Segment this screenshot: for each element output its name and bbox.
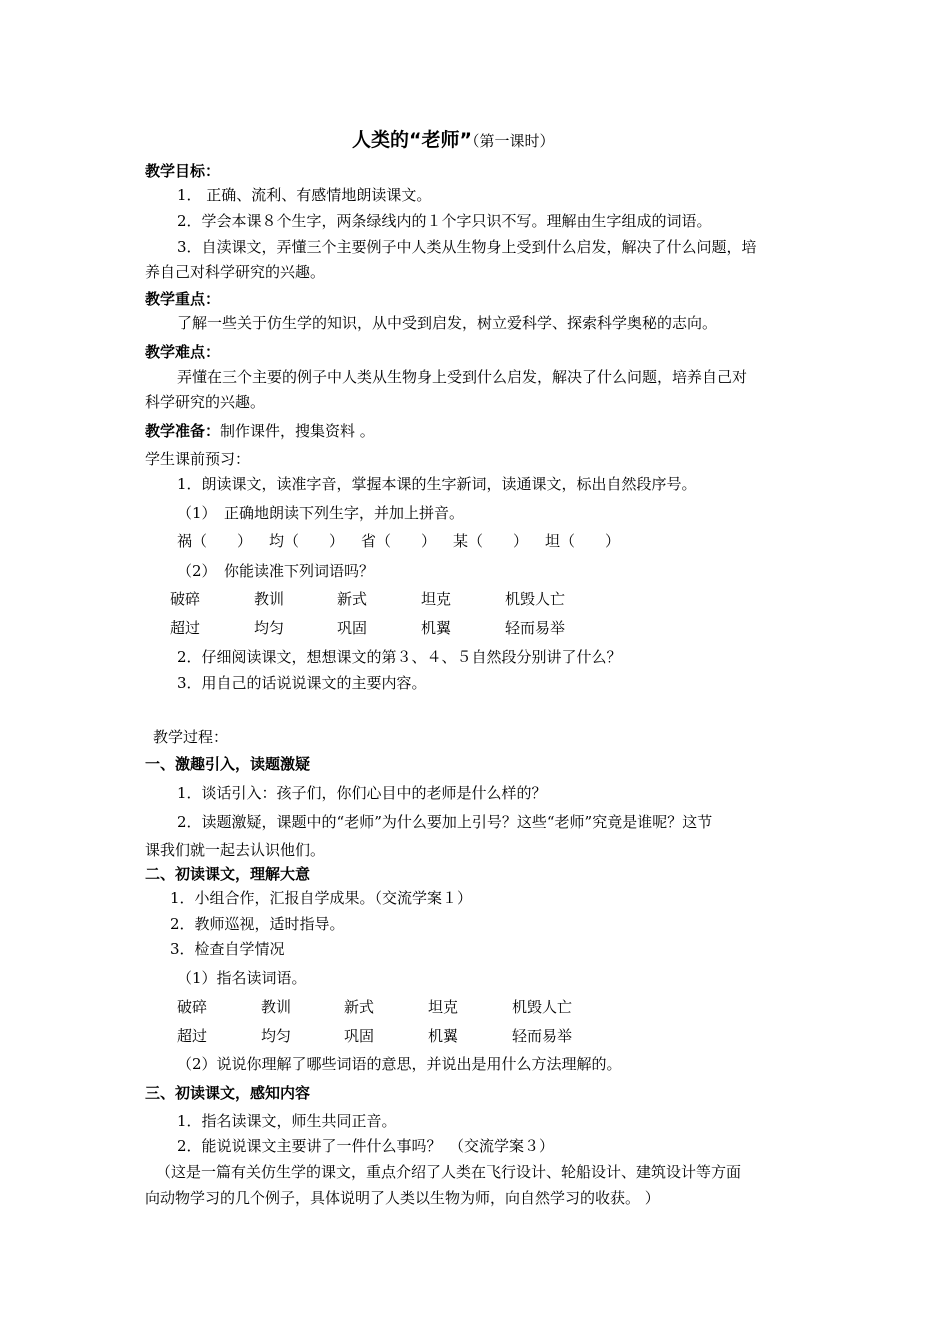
goal-item-2: 2．学会本课８个生字，两条绿线内的１个字只识不写。理解由生字组成的词语。 [177, 212, 712, 230]
section-2-line-1: 1．小组合作，汇报自学成果。（交流学案１） [170, 889, 473, 907]
section-2-line-4: （1）指名读词语。 [177, 969, 307, 987]
word-item: 机翼 [421, 619, 452, 637]
prep-text: 制作课件，搜集资料 。 [220, 422, 375, 440]
section-1-heading: 一、激趣引入，读题激疑 [145, 755, 311, 773]
difficulty-heading: 教学难点： [145, 343, 221, 361]
word-item: 均匀 [254, 619, 285, 637]
goals-heading: 教学目标： [145, 162, 221, 180]
difficulty-line-1: 弄懂在三个主要的例子中人类从生物身上受到什么启发，解决了什么问题，培养自己对 [177, 368, 748, 386]
focus-text: 了解一些关于仿生学的知识，从中受到启发，树立爱科学、探索科学奥秘的志向。 [177, 314, 718, 332]
word-item: 机翼 [428, 1027, 459, 1045]
word-item: 巩固 [344, 1027, 375, 1045]
word-item: 教训 [261, 998, 292, 1016]
word-item: 轻而易举 [512, 1027, 573, 1045]
difficulty-line-2: 科学研究的兴趣。 [145, 393, 266, 411]
word-item: 坦克 [421, 590, 452, 608]
preview-item-2: 2．仔细阅读课文，想想课文的第３、４、５自然段分别讲了什么？ [177, 648, 622, 666]
char-item: 省（ ） [361, 532, 437, 550]
focus-heading: 教学重点： [145, 290, 221, 308]
title-subtitle: （第一课时） [471, 132, 555, 150]
word-item: 超过 [177, 1027, 208, 1045]
word-item: 破碎 [177, 998, 208, 1016]
document-title [352, 130, 555, 151]
section-3-line-3: （这是一篇有关仿生学的课文，重点介绍了人类在飞行设计、轮船设计、建筑设计等方面 [156, 1163, 742, 1181]
section-2-line-3: 3．检查自学情况 [170, 940, 285, 958]
prep-heading: 教学准备： [145, 422, 221, 440]
preview-item-3: 3．用自己的话说说课文的主要内容。 [177, 674, 427, 692]
section-2-heading: 二、初读课文，理解大意 [145, 865, 311, 883]
word-item: 均匀 [261, 1027, 292, 1045]
section-2-line-5: （2）说说你理解了哪些词语的意思，并说出是用什么方法理解的。 [177, 1055, 622, 1073]
preview-sub-1: （1） 正确地朗读下列生字，并加上拼音。 [177, 504, 465, 522]
section-1-line-2: 2．读题激疑，课题中的“老师”为什么要加上引号？这些“老师”究竟是谁呢？这节 [177, 813, 713, 831]
preview-sub-2: （2） 你能读准下列词语吗？ [177, 562, 375, 580]
word-item: 新式 [344, 998, 375, 1016]
goal-item-1: 1． 正确、流利、有感情地朗读课文。 [177, 186, 432, 204]
word-item: 轻而易举 [505, 619, 566, 637]
char-item: 坦（ ） [545, 532, 621, 550]
goal-item-3-cont: 养自己对科学研究的兴趣。 [145, 263, 326, 281]
word-item: 新式 [337, 590, 368, 608]
title-main: 人类的“老师” [352, 129, 472, 151]
section-3-heading: 三、初读课文，感知内容 [145, 1084, 311, 1102]
word-item: 教训 [254, 590, 285, 608]
preview-item-1: 1．朗读课文，读准字音，掌握本课的生字新词，读通课文，标出自然段序号。 [177, 475, 697, 493]
preview-heading: 学生课前预习： [145, 450, 251, 468]
section-1-line-1: 1．谈话引入：孩子们，你们心目中的老师是什么样的？ [177, 784, 547, 802]
section-1-line-3: 课我们就一起去认识他们。 [145, 841, 326, 859]
word-item: 超过 [170, 619, 201, 637]
char-item: 祸（ ） [177, 532, 253, 550]
char-item: 某（ ） [453, 532, 529, 550]
word-item: 坦克 [428, 998, 459, 1016]
prep-line [145, 421, 375, 441]
word-item: 破碎 [170, 590, 201, 608]
char-item: 均（ ） [269, 532, 345, 550]
section-3-line-4: 向动物学习的几个例子，具体说明了人类以生物为师，向自然学习的收获。 ） [145, 1189, 660, 1207]
section-3-line-1: 1．指名读课文，师生共同正音。 [177, 1112, 397, 1130]
word-item: 机毁人亡 [512, 998, 573, 1016]
goal-item-3: 3．自渎课文，弄懂三个主要例子中人类从生物身上受到什么启发，解决了什么问题，培 [177, 238, 757, 256]
section-3-line-2: 2．能说说课文主要讲了一件什么事吗？ （交流学案３） [177, 1137, 555, 1155]
word-item: 机毁人亡 [505, 590, 566, 608]
word-item: 巩固 [337, 619, 368, 637]
section-2-line-2: 2．教师巡视，适时指导。 [170, 915, 345, 933]
process-heading: 教学过程： [153, 728, 229, 746]
